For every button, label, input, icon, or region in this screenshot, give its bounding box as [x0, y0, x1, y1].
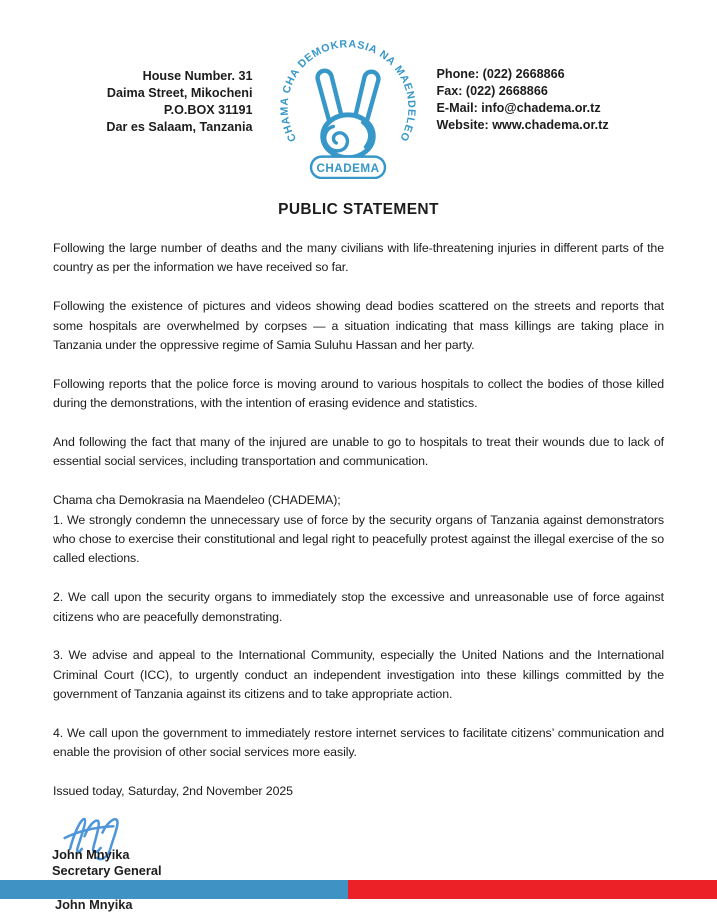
address-line: P.O.BOX 31191	[163, 102, 253, 117]
statement-body	[53, 239, 664, 802]
logo-arc-text: CHAMA CHA DEMOKRASIA NA MAENDELEO	[277, 38, 417, 144]
party-lead-line: Chama cha Demokrasia na Maendeleo (CHADEMA);	[53, 493, 341, 508]
statement-paragraph: Following the large number of deaths and the many civilians with life-threatening injuries in different parts of the country as per the information we have received so far.	[53, 241, 664, 275]
address-line: Daima Street, Mikocheni	[106, 85, 253, 100]
chadema-logo	[269, 33, 427, 184]
logo-wordmark: CHADEMA	[315, 162, 380, 176]
address-line: Dar es Salaam, Tanzania	[106, 119, 253, 134]
statement-paragraph: Following the existence of pictures and videos showing dead bodies scattered on the streets and reports that some hospitals are overwhelmed by corpses — a situation indicating that mass killings are taking place in Tanzania under the oppressive regime of Samia Suluhu Hassan and her party.	[53, 299, 664, 353]
chadema-logo-icon	[269, 33, 427, 179]
victory-hand-icon	[317, 71, 378, 158]
signatory-name: John Mnyika	[52, 846, 130, 862]
statement-point: 4. We call upon the government to immediately restore internet services to facilitate citizens’ communication and enable the provision of other social services more easily.	[53, 726, 664, 760]
signatory-title: Secretary General	[52, 863, 162, 879]
sender-contacts	[437, 66, 677, 134]
statement-paragraph: And following the fact that many of the injured are unable to go to hospitals to treat their wounds due to lack of essential social services, including transportation and communication.	[53, 435, 664, 469]
statement-paragraph: Following reports that the police force is moving around to various hospitals to collect the bodies of those killed during the demonstrations, with the intention of erasing evidence and statistics.	[53, 376, 664, 411]
signature-block	[52, 811, 717, 880]
statement-point: 1. We strongly condemn the unnecessary use of force by the security organs of Tanzania against demonstrators who chose to exercise their constitutional and legal right to peacefully protest against the illegal exercise of the so called elections.	[53, 512, 664, 566]
page-cutoff-text: John Mnyika	[55, 897, 133, 912]
sender-address	[41, 68, 253, 136]
contact-line: Fax: (022) 2668866	[436, 83, 548, 98]
address-line: House Number. 31	[142, 69, 253, 83]
contact-line: Phone: (022) 2668866	[436, 67, 565, 81]
issued-date-line: Issued today, Saturday, 2nd November 2025	[53, 784, 293, 799]
page-footer	[0, 880, 717, 912]
letterhead	[0, 0, 717, 184]
statement-point: 3. We advise and appeal to the International Community, especially the United Nations and the International Criminal Court (ICC), to urgently conduct an independent investigation into these killings committed by the government of Tanzania against its citizens and to take appropriate action.	[53, 648, 664, 702]
statement-title: PUBLIC STATEMENT	[278, 201, 439, 218]
footer-bar-red	[348, 880, 717, 899]
statement-point: 2. We call upon the security organs to immediately stop the excessive and unreasonable use of force against citizens who are peacefully demonstrating.	[53, 590, 664, 624]
contact-line: E-Mail: info@chadema.or.tz	[436, 100, 601, 115]
contact-line: Website: www.chadema.or.tz	[436, 117, 609, 132]
footer-bar-blue	[0, 880, 348, 899]
